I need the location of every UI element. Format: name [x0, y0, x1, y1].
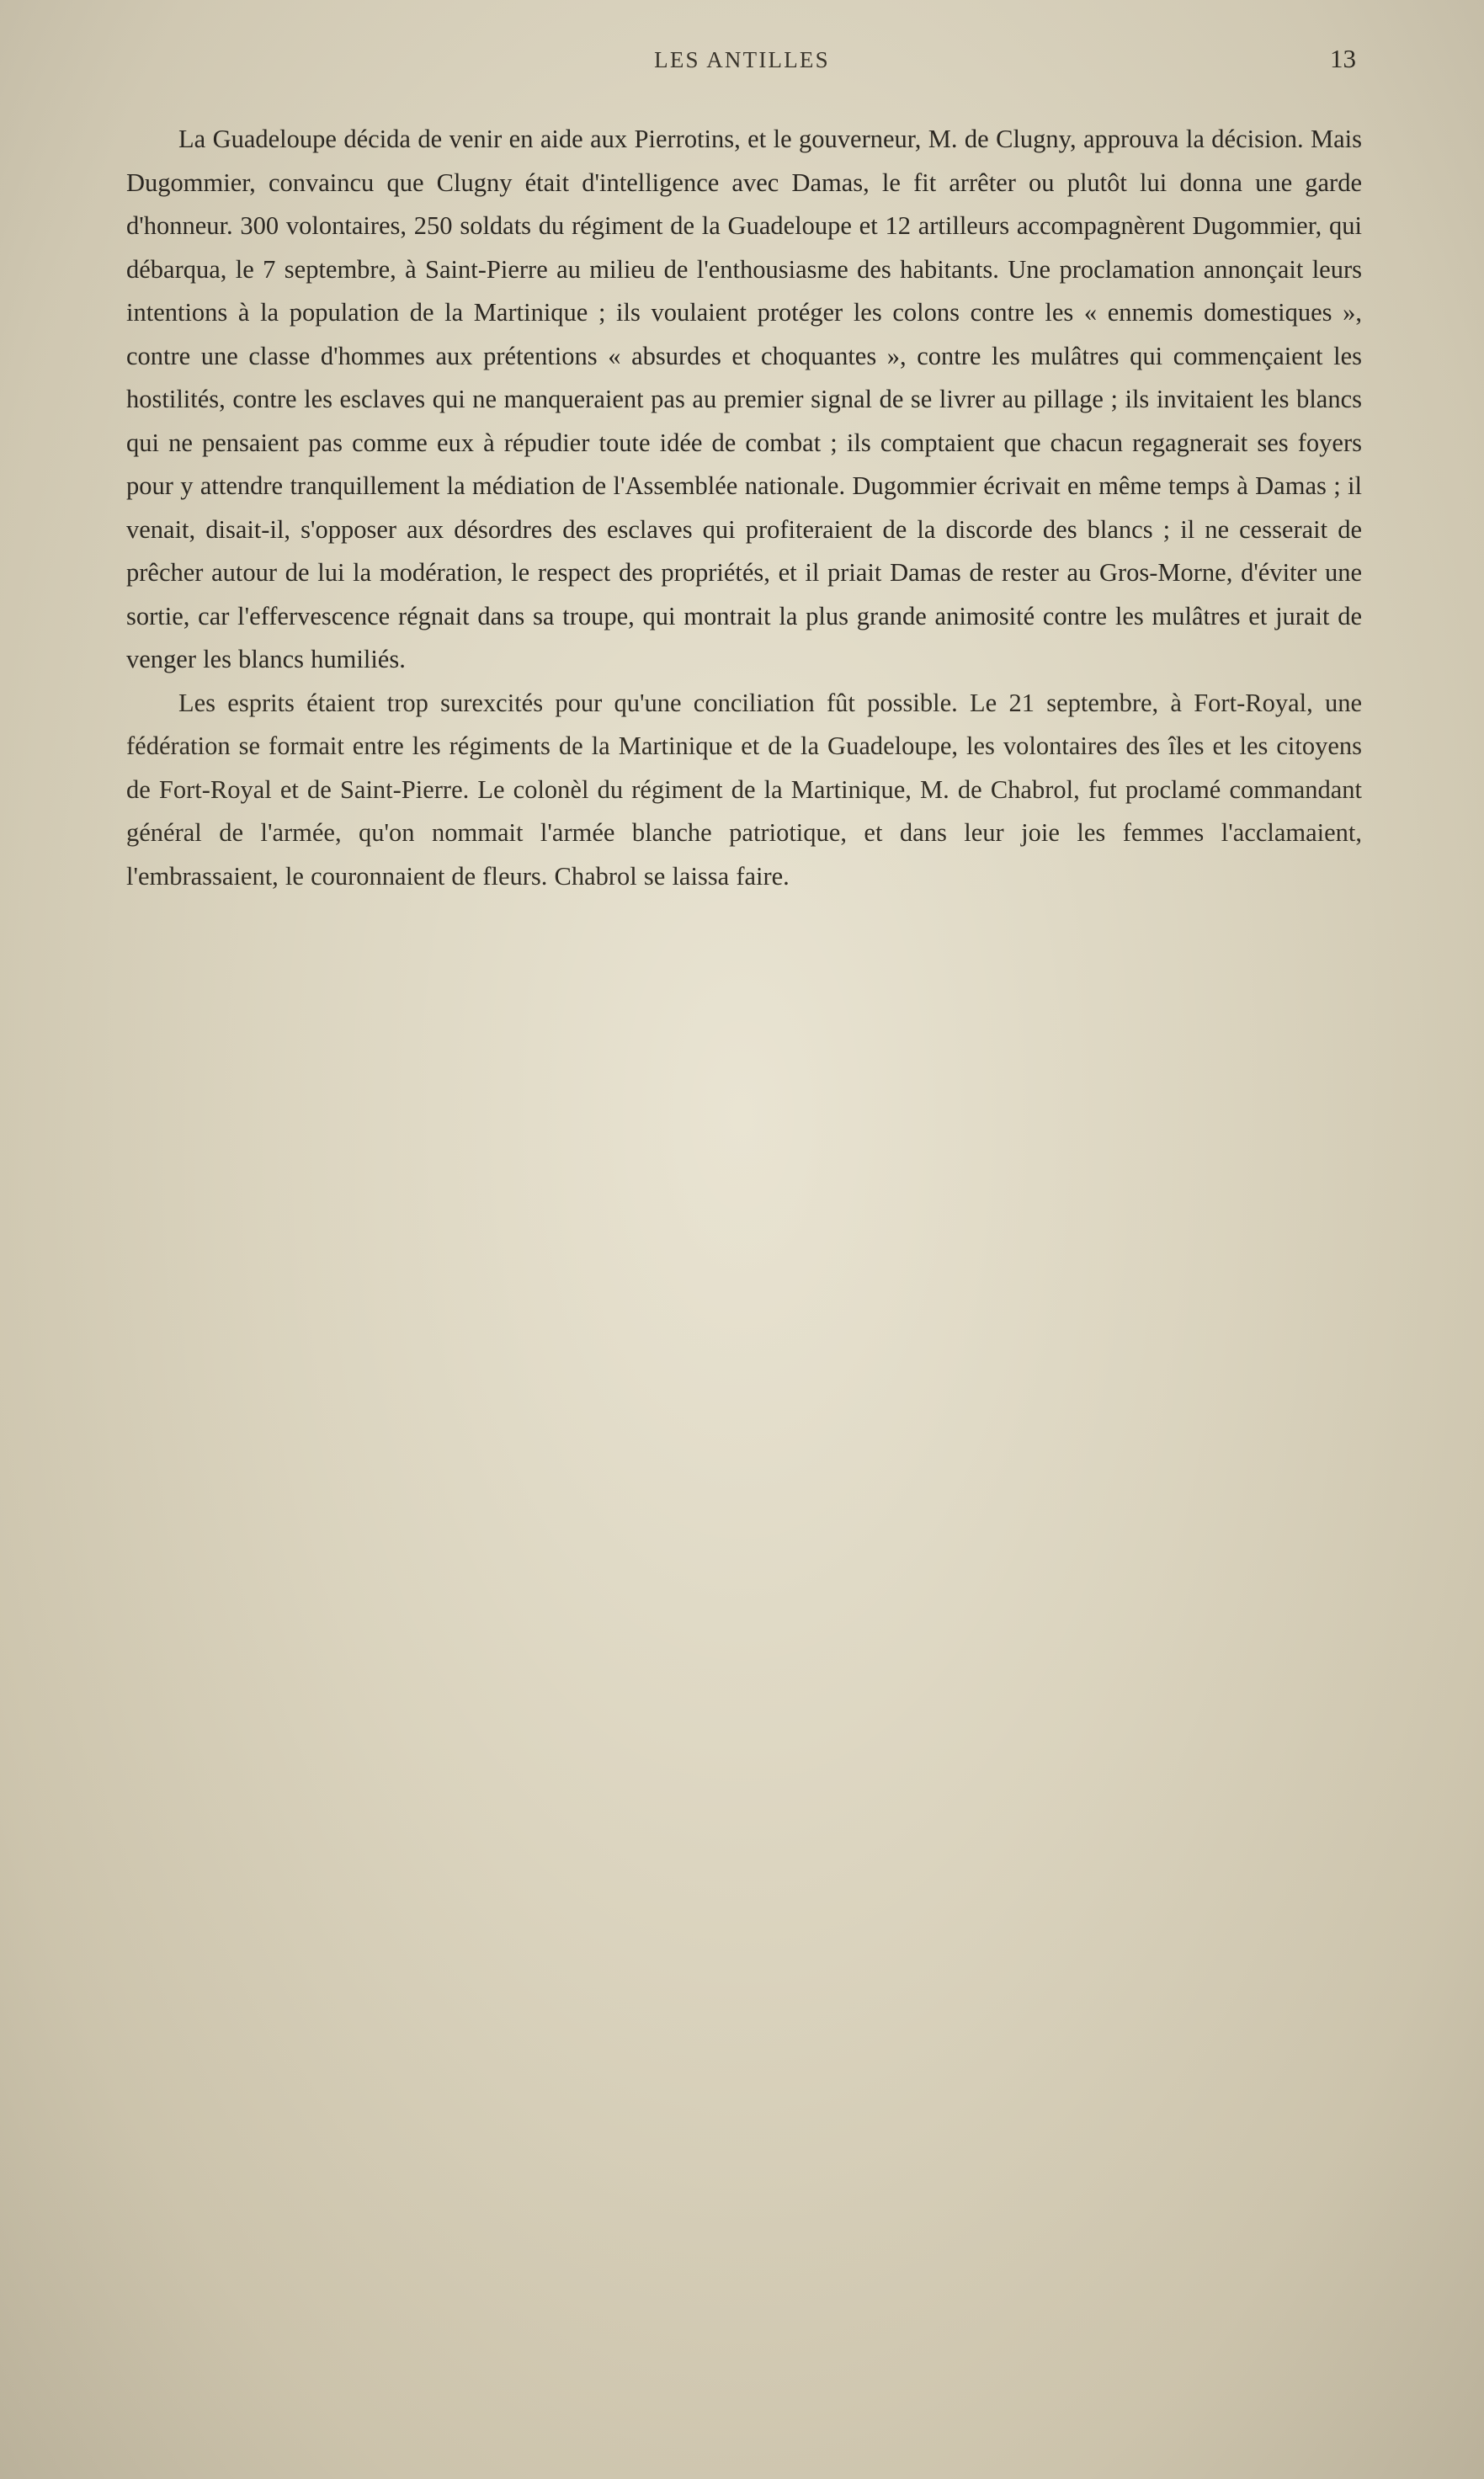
- paragraph: Les esprits étaient trop surexcités pour qu'une conciliation fût possible. Le 21 septembre, à Fort-Royal, une fédération se formait entre les régiments de la Martinique et de la Guadeloupe, les volontaires des îles et les citoyens de Fort-Royal et de Saint-Pierre. Le colonèl du régiment de la Martinique, M. de Chabrol, fut proclamé commandant général de l'armée, qu'on nommait l'armée blanche patriotique, et dans leur joie les femmes l'acclamaient, l'embrassaient, le couronnaient de fleurs. Chabrol se laissa faire.: [126, 688, 1362, 891]
- running-title: LES ANTILLES: [654, 47, 830, 72]
- page-header: [126, 44, 1358, 81]
- page-number: 13: [1330, 44, 1356, 73]
- page-body: [126, 118, 1362, 898]
- paragraph: La Guadeloupe décida de venir en aide aux Pierrotins, et le gouverneur, M. de Clugny, approuva la décision. Mais Dugommier, convaincu que Clugny était d'intelligence avec Damas, le fit arrêter ou plutôt lui donna une garde d'honneur. 300 volontaires, 250 soldats du régiment de la Guadeloupe et 12 artilleurs accompagnèrent Dugommier, qui débarqua, le 7 septembre, à Saint-Pierre au milieu de l'enthousiasme des habitants. Une proclamation annonçait leurs intentions à la population de la Martinique ; ils voulaient protéger les colons contre les « ennemis domestiques », contre une classe d'hommes aux prétentions « absurdes et choquantes », contre les mulâtres qui commençaient les hostilités, contre les esclaves qui ne manqueraient pas au premier signal de se livrer au pillage ; ils invitaient les blancs qui ne pensaient pas comme eux à répudier toute idée de combat ; ils comptaient que chacun regagnerait ses foyers pour y attendre tranquillement la médiation de l'Assemblée nationale. Dugommier écrivait en même temps à Damas ; il venait, disait-il, s'opposer aux désordres des esclaves qui profiteraient de la discorde des blancs ; il ne cesserait de prêcher autour de lui la modération, le respect des propriétés, et il priait Damas de rester au Gros-Morne, d'éviter une sortie, car l'effervescence régnait dans sa troupe, qui montrait la plus grande animosité contre les mulâtres et jurait de venger les blancs humiliés.: [126, 125, 1362, 673]
